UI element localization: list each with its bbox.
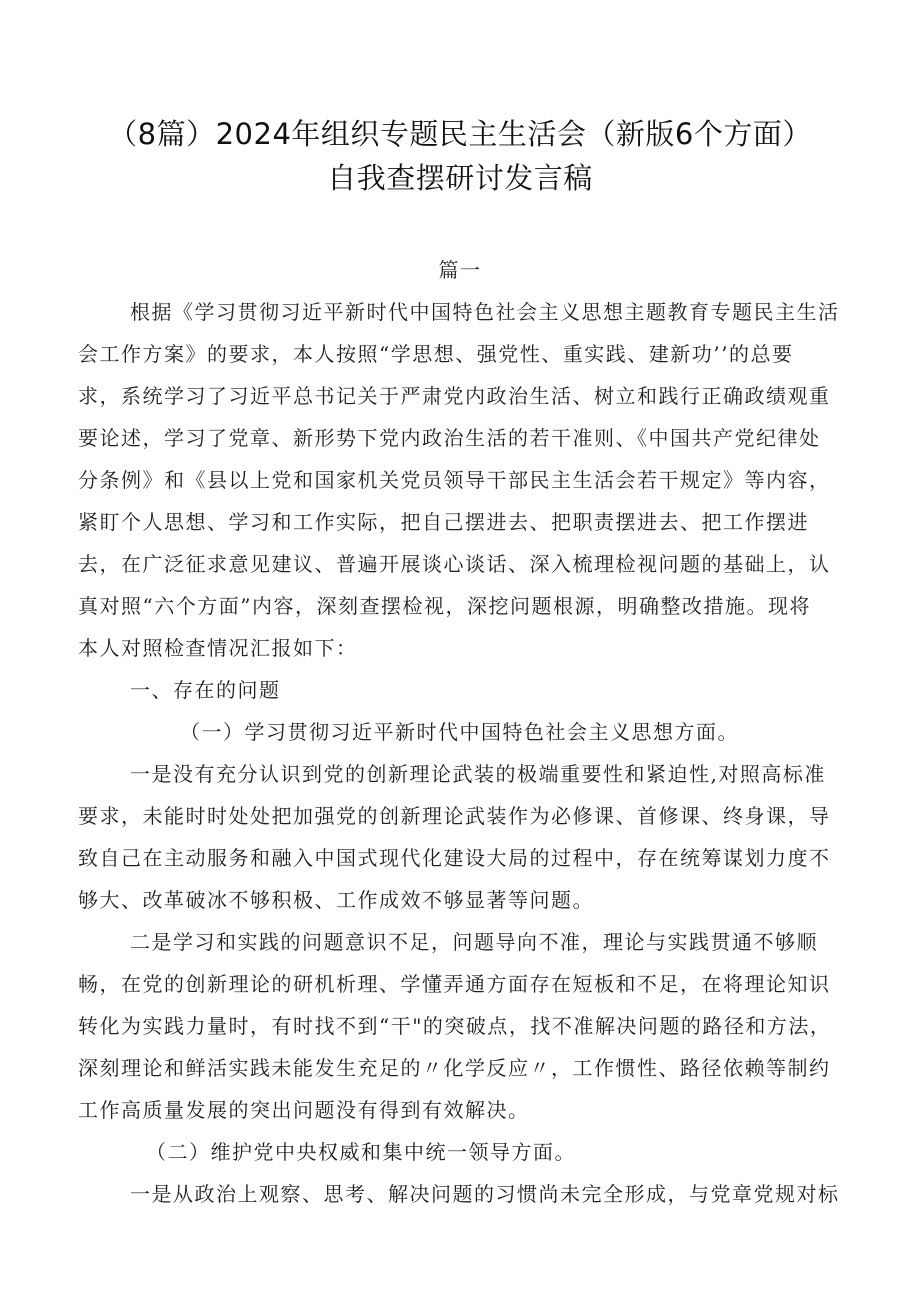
paragraph-line: 一是从政治上观察、思考、解决问题的习惯尚未完全形成，与党章党规对标 [130,1182,840,1206]
paragraph-line: 去，在广泛征求意见建议、普遍开展谈心谈话、深入梳理检视问题的基础上，认 [78,552,831,576]
document-title-line-2: 自我查摆研讨发言稿 [327,161,593,195]
paragraph-line: 够大、改革破冰不够积极、工作成效不够显著等问题。 [78,888,594,912]
paragraph-line: 致自己在主动服务和融入中国式现代化建设大局的过程中，存在统筹谋划力度不 [78,846,831,870]
paragraph-line: 深刻理论和鲜活实践未能发生充足的〃化学反应〃，工作惯性、路径依赖等制约 [78,1056,831,1080]
paragraph-line: 工作高质量发展的突出问题没有得到有效解决。 [78,1098,530,1122]
paragraph-line: 本人对照检查情况汇报如下： [78,636,358,660]
paragraph-line: 分条例》和《县以上党和国家机关党员领导干部民主生活会若干规定》等内容， [78,468,831,492]
paragraph-line: 一是没有充分认识到党的创新理论武装的极端重要性和紧迫性,对照高标准 [130,762,826,786]
paragraph-line: 转化为实践力量时，有时找不到“干"的突破点，找不准解决问题的路径和方法， [78,1014,832,1038]
subsection-heading: （二）维护党中央权威和集中统一领导方面。 [146,1140,576,1164]
paragraph-line: 会工作方案》的要求，本人按照“学思想、强党性、重实践、建新功’’的总要 [78,342,794,366]
document-title-line-1: （8篇）2024年组织专题民主生活会（新版6个方面） [108,117,812,151]
paragraph-line: 要论述，学习了党章、新形势下党内政治生活的若干准则、《中国共产党纪律处 [78,426,821,450]
paragraph-line: 真对照“六个方面”内容，深刻查摆检视，深挖问题根源，明确整改措施。现将 [78,594,811,618]
paragraph-line: 根据《学习贯彻习近平新时代中国特色社会主义思想主题教育专题民主生活 [130,300,840,324]
paragraph-line: 二是学习和实践的问题意识不足，问题导向不准，理论与实践贯通不够顺 [130,930,818,954]
section-heading: 篇一 [438,258,482,282]
subsection-heading: （一）学习贯彻习近平新时代中国特色社会主义思想方面。 [180,720,739,744]
paragraph-line: 要求，未能时时处处把加强党的创新理论武装作为必修课、首修课、终身课，导 [78,804,831,828]
section-subheading: 一、存在的问题 [130,678,281,702]
paragraph-line: 求，系统学习了习近平总书记关于严肃党内政治生活、树立和践行正确政绩观重 [78,384,831,408]
paragraph-line: 紧盯个人思想、学习和工作实际，把自己摆进去、把职责摆进去、把工作摆进 [78,510,809,534]
paragraph-line: 畅，在党的创新理论的研机析理、学懂弄通方面存在短板和不足，在将理论知识 [78,972,831,996]
